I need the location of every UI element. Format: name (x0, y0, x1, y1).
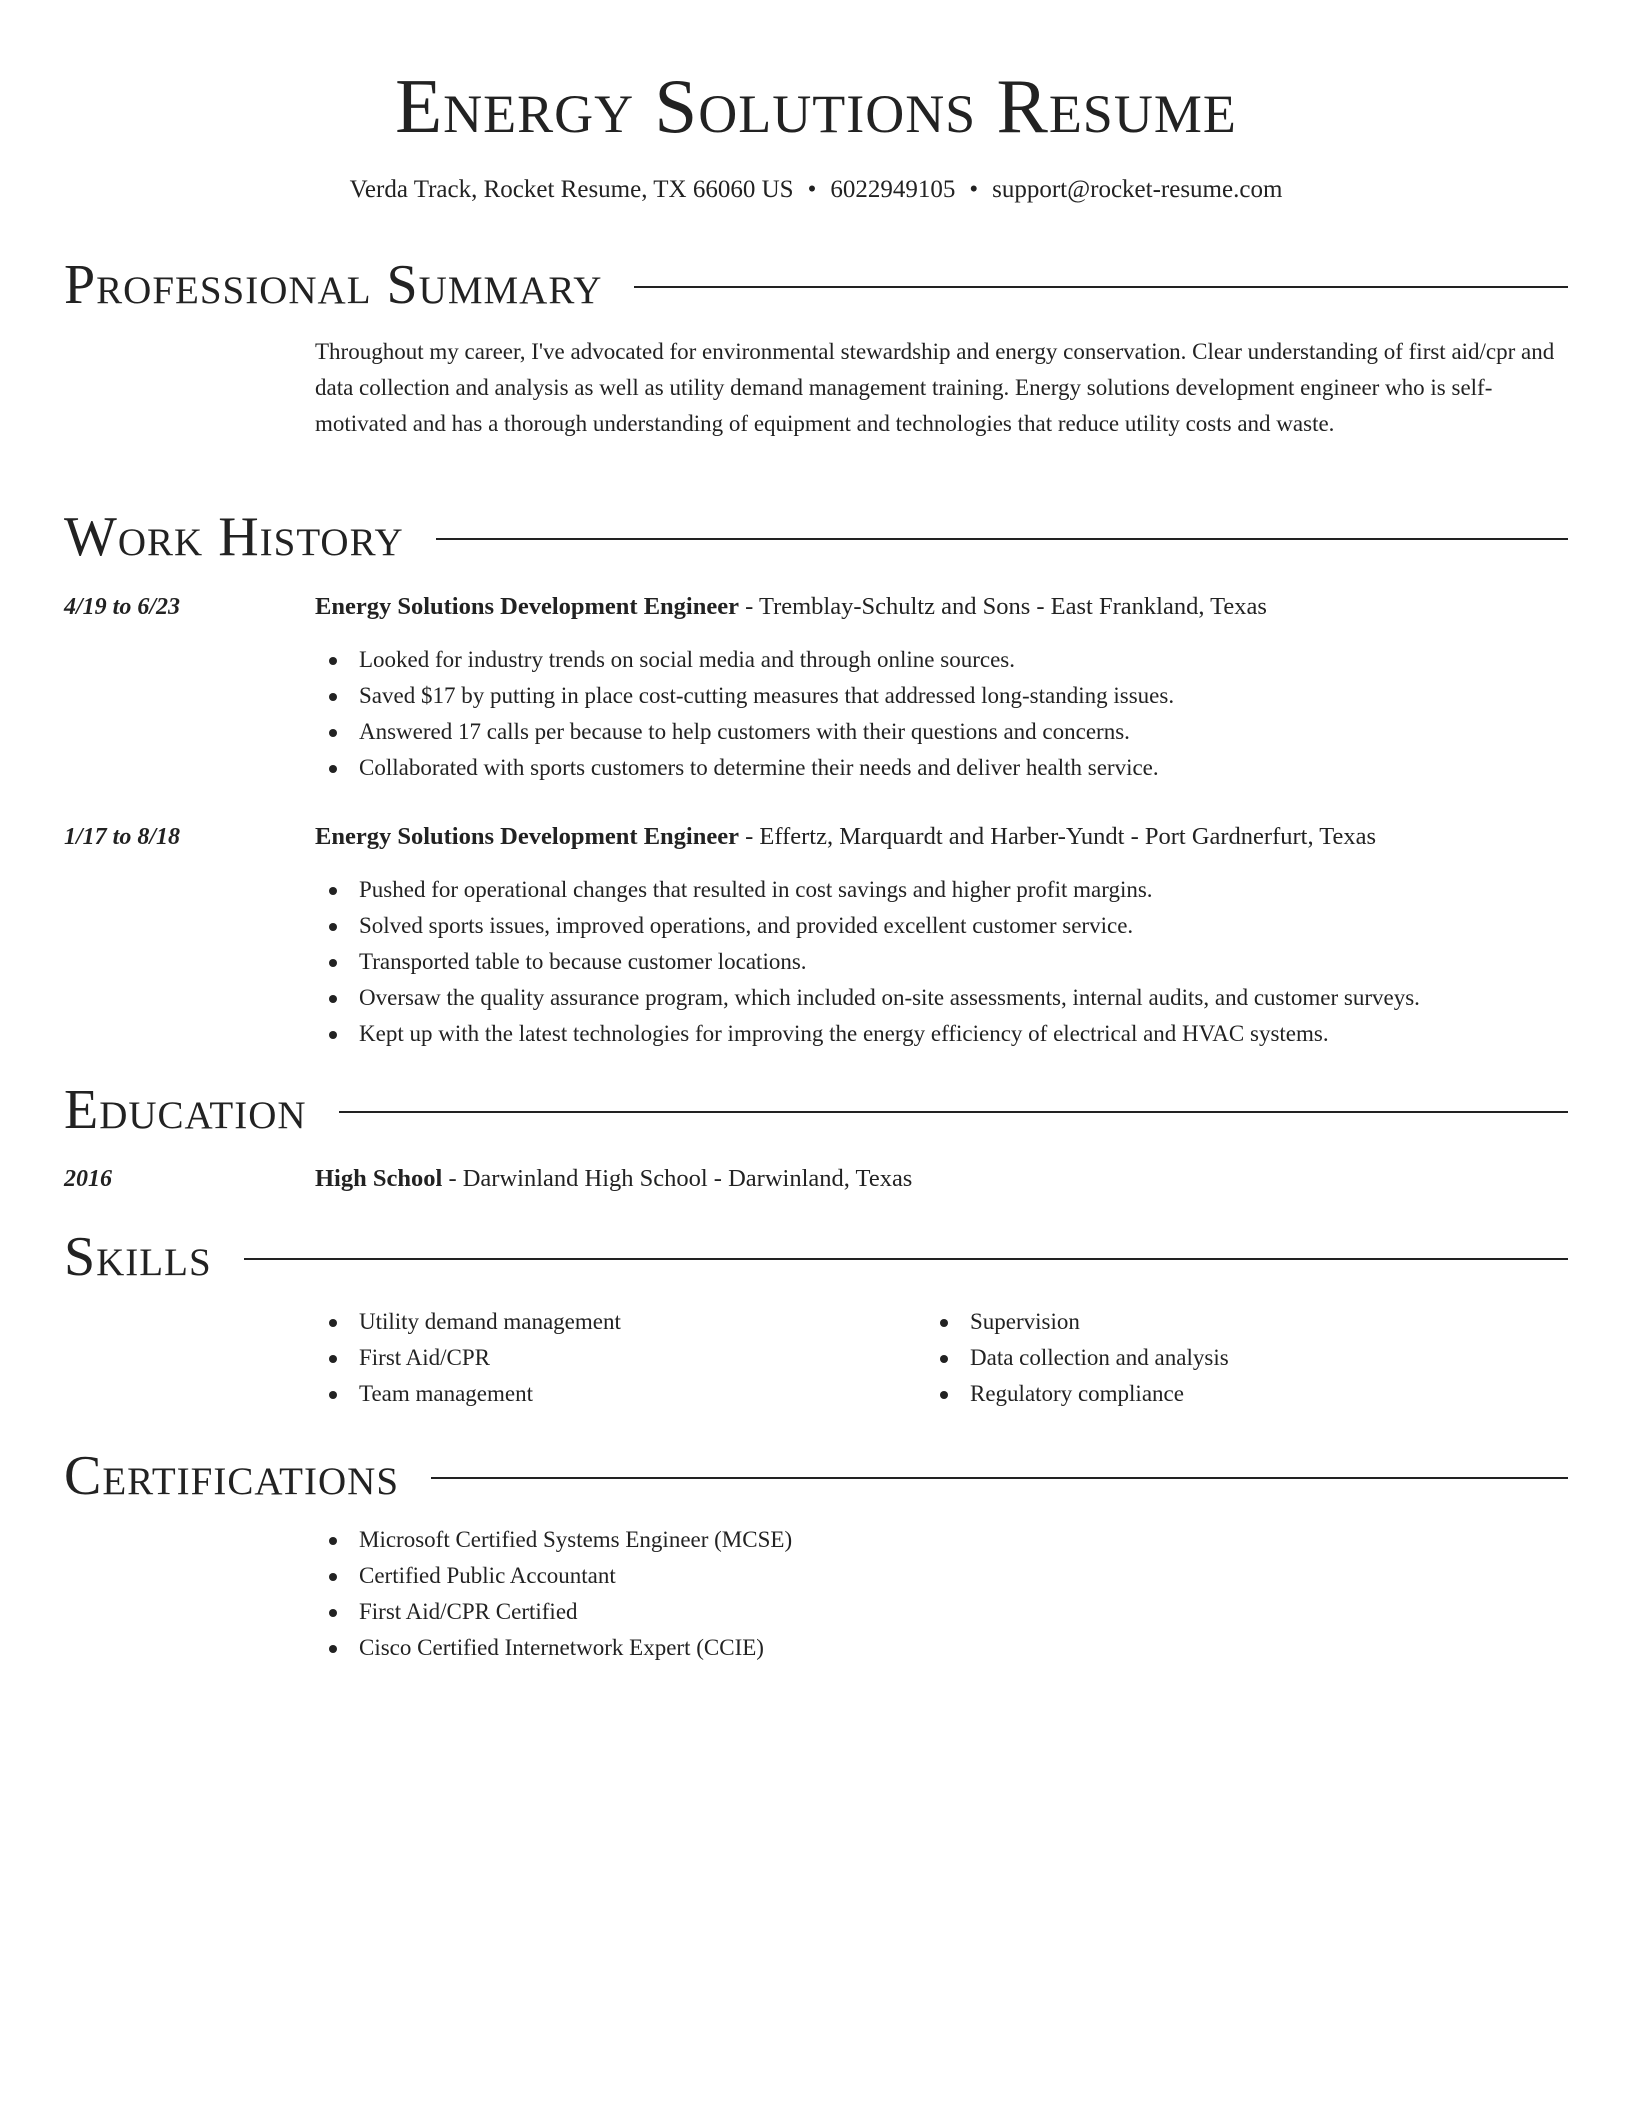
list-item: Transported table to because customer locations. (315, 944, 1568, 980)
job-bullet-list (315, 872, 1568, 1052)
list-item: Certified Public Accountant (315, 1558, 1568, 1594)
section-title-certifications: Certifications (64, 1445, 400, 1507)
job-heading (315, 589, 1568, 625)
job-employer-location: - Tremblay-Schultz and Sons - East Frankland, Texas (739, 593, 1267, 620)
section-divider (244, 1258, 1568, 1260)
section-divider (431, 1477, 1568, 1479)
list-item: Team management (315, 1376, 915, 1412)
section-divider (436, 538, 1568, 540)
resume-title: Energy Solutions Resume (395, 63, 1237, 149)
certifications-list (315, 1522, 1568, 1666)
list-item: Data collection and analysis (926, 1340, 1526, 1376)
education-degree: High School (315, 1165, 443, 1192)
job-dates: 4/19 to 6/23 (64, 594, 181, 620)
list-item: Collaborated with sports customers to determine their needs and deliver health service. (315, 750, 1568, 786)
job-title: Energy Solutions Development Engineer (315, 823, 739, 850)
section-header-work-history (64, 502, 1568, 572)
list-item: Answered 17 calls per because to help customers with their questions and concerns. (315, 714, 1568, 750)
job-heading (315, 819, 1568, 855)
skills-list-left (315, 1304, 915, 1412)
section-title-skills: Skills (64, 1226, 212, 1288)
list-item: First Aid/CPR (315, 1340, 915, 1376)
section-title-work-history: Work History (64, 506, 404, 568)
section-header-skills (64, 1222, 1568, 1292)
contact-separator: • (807, 176, 817, 203)
list-item: Cisco Certified Internetwork Expert (CCIE) (315, 1630, 1568, 1666)
contact-address: Verda Track, Rocket Resume, TX 66060 US (349, 176, 794, 203)
job-bullet-list (315, 642, 1568, 786)
education-heading (315, 1161, 1568, 1197)
list-item: Oversaw the quality assurance program, which included on-site assessments, internal audits, and customer surveys. (315, 980, 1568, 1016)
section-header-education (64, 1075, 1568, 1145)
list-item: Pushed for operational changes that resulted in cost savings and higher profit margins. (315, 872, 1568, 908)
contact-email: support@rocket-resume.com (992, 176, 1283, 203)
job-title: Energy Solutions Development Engineer (315, 593, 739, 620)
summary-text: Throughout my career, I've advocated for environmental stewardship and energy conservation. Clear understanding of first aid/cpr and data collection and analysis as well as utility demand management training. Energy solutions development engineer who is self-motivated and has a thorough understanding of equipment and technologies that reduce utility costs and waste. (315, 339, 1555, 436)
job-employer-location: - Effertz, Marquardt and Harber-Yundt - Port Gardnerfurt, Texas (739, 823, 1377, 850)
section-title-education: Education (64, 1079, 307, 1141)
contact-separator: • (969, 176, 979, 203)
list-item: Solved sports issues, improved operations, and provided excellent customer service. (315, 908, 1568, 944)
list-item: Looked for industry trends on social media and through online sources. (315, 642, 1568, 678)
contact-line (64, 170, 1568, 210)
list-item: Supervision (926, 1304, 1526, 1340)
list-item: Utility demand management (315, 1304, 915, 1340)
list-item: Regulatory compliance (926, 1376, 1526, 1412)
list-item: Microsoft Certified Systems Engineer (MCSE) (315, 1522, 1568, 1558)
job-dates: 1/17 to 8/18 (64, 824, 181, 850)
skills-list-right (926, 1304, 1526, 1412)
list-item: First Aid/CPR Certified (315, 1594, 1568, 1630)
section-header-summary (64, 250, 1568, 320)
list-item: Saved $17 by putting in place cost-cutting measures that addressed long-standing issues. (315, 678, 1568, 714)
list-item: Kept up with the latest technologies for improving the energy efficiency of electrical and HVAC systems. (315, 1016, 1568, 1052)
contact-phone: 6022949105 (830, 176, 956, 203)
section-divider (339, 1111, 1568, 1113)
education-school-location: - Darwinland High School - Darwinland, Texas (442, 1165, 913, 1192)
section-divider (634, 286, 1568, 288)
section-header-certifications (64, 1441, 1568, 1511)
section-title-summary: Professional Summary (64, 254, 603, 316)
education-date: 2016 (64, 1166, 112, 1192)
